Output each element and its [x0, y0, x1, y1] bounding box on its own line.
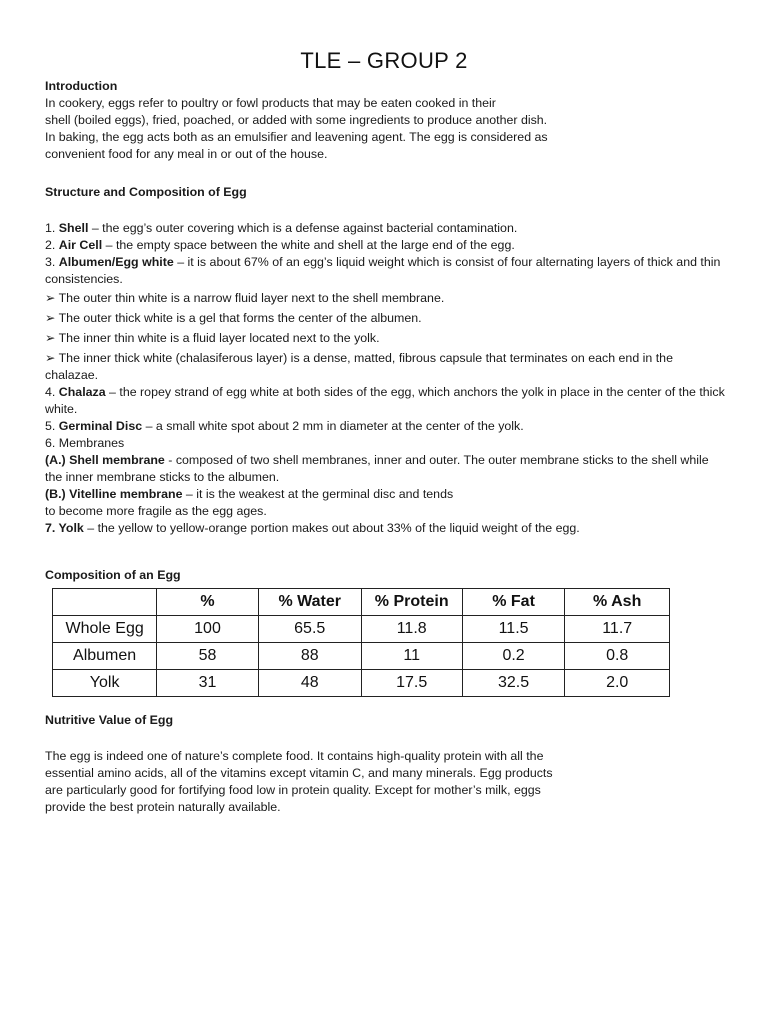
table-cell: 11	[361, 643, 462, 670]
nutritive-paragraph	[45, 748, 725, 816]
list-item-yolk	[45, 520, 725, 537]
intro-line: convenient food for any meal in or out of the house.	[45, 147, 328, 161]
item-text: - composed of two shell membranes, inner and outer. The outer membrane sticks to the shell while the inner membrane sticks to the albumen.	[45, 453, 709, 484]
table-cell: 11.8	[361, 616, 462, 643]
table-cell: 100	[157, 616, 259, 643]
composition-heading: Composition of an Egg	[45, 568, 181, 582]
table-header-cell: % Water	[258, 589, 361, 616]
item-text: – it is the weakest at the germinal disc and tends	[182, 487, 454, 501]
albumen-layer-item	[45, 350, 725, 384]
item-text: – a small white spot about 2 mm in diameter at the center of the yolk.	[142, 419, 524, 433]
list-item-membranes: 6. Membranes	[45, 436, 125, 450]
nutritive-line: provide the best protein naturally available.	[45, 800, 281, 814]
table-cell: 11.5	[462, 616, 565, 643]
table-cell: 11.7	[565, 616, 670, 643]
item-text: – the ropey strand of egg white at both sides of the egg, which anchors the yolk in place in the center of the thick white.	[45, 385, 725, 416]
list-item-vitelline-membrane	[45, 486, 725, 503]
layer-text: The inner thick white (chalasiferous layer) is a dense, matted, fibrous capsule that terminates on each end in the chalazae.	[45, 351, 673, 382]
item-term: Chalaza	[58, 385, 106, 399]
item-text: – the empty space between the white and shell at the large end of the egg.	[102, 238, 515, 252]
item-number: 5.	[45, 419, 59, 433]
table-header-cell: %	[157, 589, 259, 616]
table-cell: 58	[157, 643, 259, 670]
nutritive-line: are particularly good for fortifying food low in protein quality. Except for mother’s milk, eggs	[45, 783, 541, 797]
albumen-layer-item	[45, 310, 725, 327]
structure-list	[45, 220, 725, 537]
table-header-row	[53, 589, 670, 616]
table-header-cell	[53, 589, 157, 616]
table-row-label: Albumen	[53, 643, 157, 670]
arrow-bullet-icon: ➢	[45, 331, 56, 345]
table-row	[53, 670, 670, 697]
table-row	[53, 616, 670, 643]
table-cell: 0.8	[565, 643, 670, 670]
table-row-label: Whole Egg	[53, 616, 157, 643]
item-number: 4.	[45, 385, 59, 399]
nutritive-heading: Nutritive Value of Egg	[45, 713, 174, 727]
table-header-cell: % Protein	[361, 589, 462, 616]
nutritive-line: The egg is indeed one of nature’s complete food. It contains high-quality protein with all the	[45, 749, 544, 763]
item-text: – the egg’s outer covering which is a defense against bacterial contamination.	[88, 221, 518, 235]
item-term: Albumen/Egg white	[58, 255, 174, 269]
table-header-cell: % Ash	[565, 589, 670, 616]
item-term: Shell	[58, 221, 89, 235]
list-item-chalaza	[45, 384, 725, 418]
table-cell: 0.2	[462, 643, 565, 670]
list-item-air-cell	[45, 237, 725, 254]
item-number: 2.	[45, 238, 59, 252]
table-cell: 31	[157, 670, 259, 697]
albumen-layer-item	[45, 330, 725, 347]
table-cell: 17.5	[361, 670, 462, 697]
introduction-section	[45, 78, 725, 163]
table-row-label: Yolk	[53, 670, 157, 697]
intro-line: In baking, the egg acts both as an emulsifier and leavening agent. The egg is considered as	[45, 130, 548, 144]
item-term: Germinal Disc	[58, 419, 143, 433]
vitelline-continuation: to become more fragile as the egg ages.	[45, 504, 267, 518]
table-cell: 65.5	[258, 616, 361, 643]
arrow-bullet-icon: ➢	[45, 311, 56, 325]
arrow-bullet-icon: ➢	[45, 351, 56, 365]
composition-table	[52, 588, 670, 697]
item-term: (B.) Vitelline membrane	[45, 487, 183, 501]
item-text: – it is about 67% of an egg’s liquid weight which is consist of four alternating layers of thick and thin consistencies.	[45, 255, 721, 286]
layer-text: The inner thin white is a fluid layer located next to the yolk.	[55, 331, 380, 345]
nutritive-line: essential amino acids, all of the vitamins except vitamin C, and many minerals. Egg products	[45, 766, 553, 780]
item-term: (A.) Shell membrane	[45, 453, 165, 467]
item-number: 1.	[45, 221, 59, 235]
layer-text: The outer thin white is a narrow fluid layer next to the shell membrane.	[55, 291, 445, 305]
arrow-bullet-icon: ➢	[45, 291, 56, 305]
structure-heading: Structure and Composition of Egg	[45, 185, 247, 199]
list-item-albumen	[45, 254, 725, 288]
page-title: TLE – GROUP 2	[300, 48, 468, 73]
table-cell: 88	[258, 643, 361, 670]
table-cell: 32.5	[462, 670, 565, 697]
albumen-layer-item	[45, 290, 725, 307]
list-item-shell-membrane	[45, 452, 725, 486]
item-number: 3.	[45, 255, 59, 269]
table-row	[53, 643, 670, 670]
item-term: Air Cell	[58, 238, 103, 252]
item-term: 7. Yolk	[45, 521, 84, 535]
introduction-heading: Introduction	[45, 79, 118, 93]
intro-line: shell (boiled eggs), fried, poached, or added with some ingredients to produce another dish.	[45, 113, 548, 127]
table-cell: 2.0	[565, 670, 670, 697]
table-cell: 48	[258, 670, 361, 697]
list-item-germinal-disc	[45, 418, 725, 435]
list-item-shell	[45, 220, 725, 237]
item-text: – the yellow to yellow-orange portion makes out about 33% of the liquid weight of the egg.	[83, 521, 580, 535]
intro-line: In cookery, eggs refer to poultry or fowl products that may be eaten cooked in their	[45, 96, 496, 110]
table-header-cell: % Fat	[462, 589, 565, 616]
layer-text: The outer thick white is a gel that forms the center of the albumen.	[55, 311, 422, 325]
